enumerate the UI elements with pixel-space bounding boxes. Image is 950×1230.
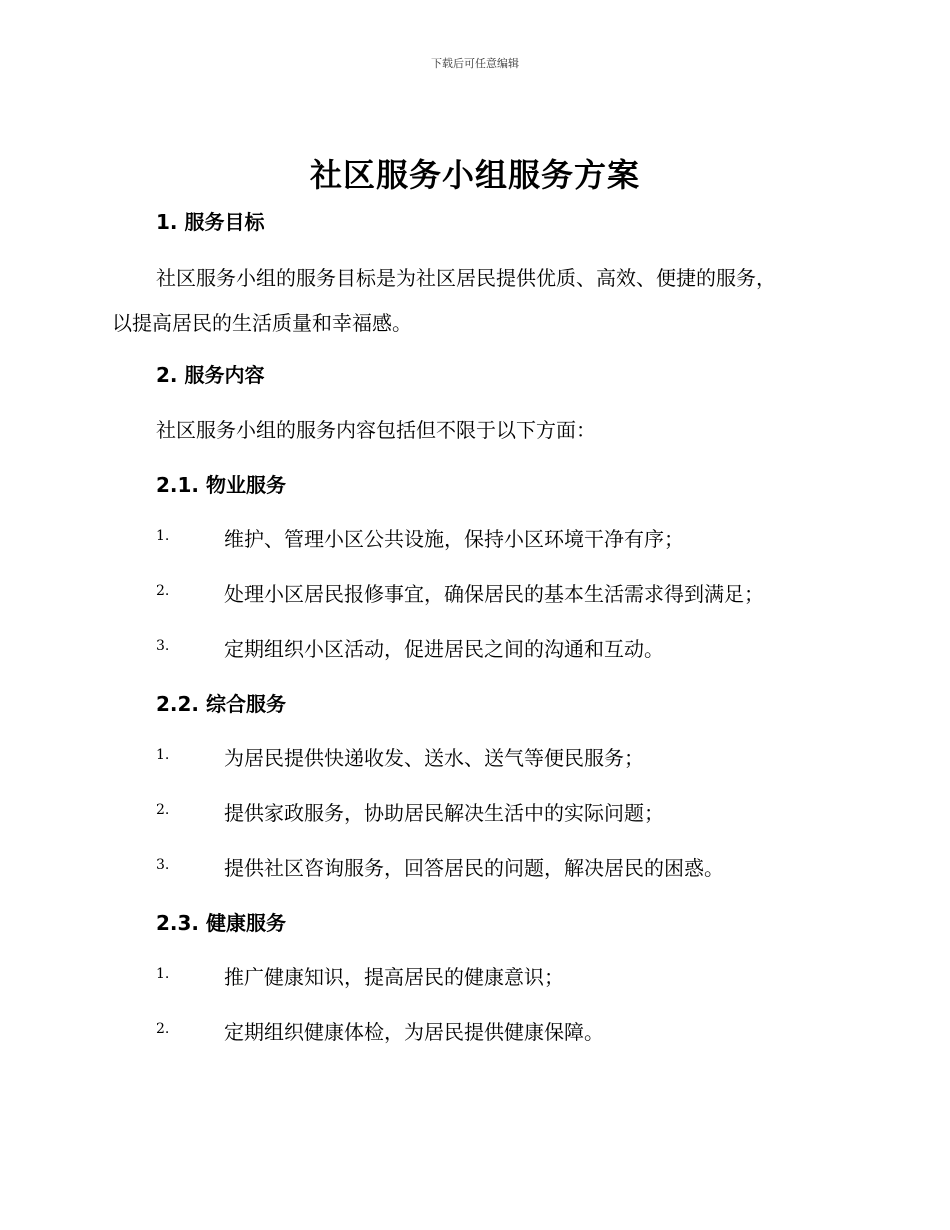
section-heading-1: 1. 服务目标 [156, 210, 265, 234]
list-item-text: 定期组织小区活动，促进居民之间的沟通和互动。 [224, 637, 664, 661]
document-title: 社区服务小组服务方案 [309, 156, 640, 194]
section-heading-2-3: 2.3. 健康服务 [156, 911, 286, 935]
list-item-number: 2. [156, 1021, 170, 1037]
header-note: 下载后可任意编辑 [431, 57, 519, 70]
list-item-number: 1. [156, 966, 170, 982]
list-item-text: 处理小区居民报修事宜，确保居民的基本生活需求得到满足； [224, 582, 764, 606]
section-1-paragraph-line-1: 社区服务小组的服务目标是为社区居民提供优质、高效、便捷的服务， [156, 266, 776, 290]
list-item-text: 推广健康知识，提高居民的健康意识； [224, 965, 564, 989]
section-heading-2-2: 2.2. 综合服务 [156, 692, 286, 716]
list-item-text: 维护、管理小区公共设施，保持小区环境干净有序； [224, 527, 684, 551]
list-item-text: 定期组织健康体检，为居民提供健康保障。 [224, 1020, 604, 1044]
list-item-number: 3. [156, 638, 170, 654]
list-item-text: 提供社区咨询服务，回答居民的问题，解决居民的困惑。 [224, 856, 724, 880]
section-1-paragraph-line-2: 以提高居民的生活质量和幸福感。 [112, 311, 412, 335]
section-2-paragraph: 社区服务小组的服务内容包括但不限于以下方面： [156, 418, 596, 442]
list-item-number: 3. [156, 857, 170, 873]
section-heading-2-1: 2.1. 物业服务 [156, 473, 286, 497]
list-item-text: 提供家政服务，协助居民解决生活中的实际问题； [224, 801, 664, 825]
list-item-number: 2. [156, 802, 170, 818]
list-item-number: 1. [156, 528, 170, 544]
list-item-number: 2. [156, 583, 170, 599]
list-item-text: 为居民提供快递收发、送水、送气等便民服务； [224, 746, 644, 770]
list-item-number: 1. [156, 747, 170, 763]
section-heading-2: 2. 服务内容 [156, 363, 265, 387]
